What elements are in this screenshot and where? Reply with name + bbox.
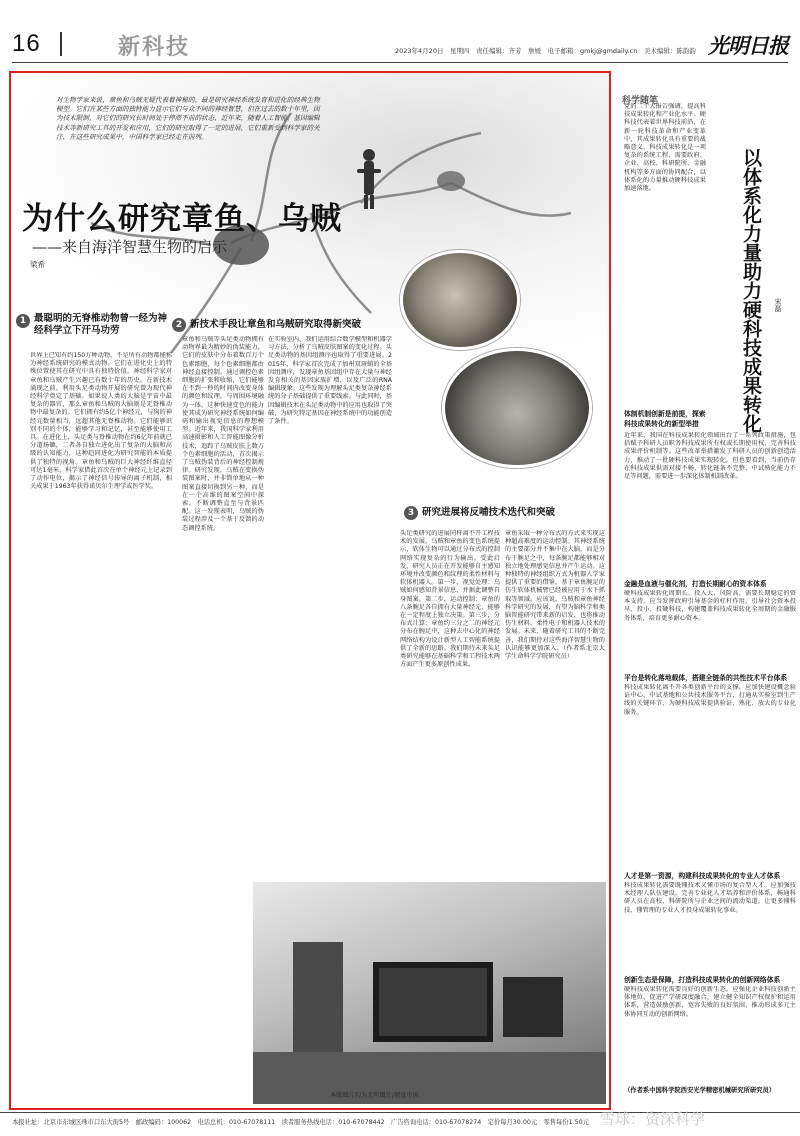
sidebar-subhead-4: 人才是第一资源，构建科技成果转化的专业人才体系 [624, 872, 781, 880]
sidebar-subhead-1: 体制机制创新是前提，探索科技成果转化的新型举措 [624, 410, 706, 428]
section-heading-1: 最聪明的无脊椎动物曾一经为神经科学立下汗马功劳 [34, 313, 168, 336]
image-caption: 本版图片均为光明图片/视觉中国 [330, 1092, 419, 1099]
lab-photo [253, 882, 606, 1104]
article-title: 为什么研究章鱼、乌贼 [22, 201, 342, 237]
column-5-text: 章鱼采取一种分布式的方式来实现这种超高难度的运动控制。其神经系统的主要部分并不集中在大脑，而是分布于腕足之中，每条腕足都能够相对独立地处理感觉信息并产生运动。这种独特的神经组织方式为机器人学家提供了重要的借鉴，基于章鱼腕足的仿生软体机械臂已经被应用于水下抓取等领域。应该说，乌贼和章鱼神经科学研究的发展，有望为脑科学和类脑智能研究带来新的启发，也将推动仿生材料、柔性电子和机器人技术的发展。未来，随着研究工具的不断完善，我们期待对这些海洋智慧生物的认识能够更加深入。（作者系北京大学生命科学学院研究员） [505, 530, 605, 661]
sidebar-text-5: 硬科技成果转化需要良好的创新生态。应强化企业科技创新主体地位，促进产学研深度融合，建立健全知识产权保护和运用体系，营造鼓励创新、宽容失败的良好氛围，推动形成多元主体协同互动的创新网络。 [624, 986, 796, 1018]
section-heading-3: 研究进展将反哺技术迭代和突破 [422, 507, 556, 518]
lab-equipment [253, 882, 606, 1104]
section-number-1: 1 [16, 314, 30, 328]
sidebar-author: 宋磊 [774, 298, 782, 312]
article-byline: 梁希 [30, 260, 45, 269]
header-info: 2023年4月20日 星期四 责任编辑：齐芳 詹媛 电子邮箱：gmkj@gmdaily.cn 美术编辑：陈韵韵 [395, 47, 696, 55]
column-1-text: 世界上已知有约150万种动物，不是所有动物都能称为神经系统研究的模式动物。它们在进化史上的特殊位置使其在研究中具有独特价值。神经科学家对章鱼和乌贼产生兴趣已有数十年的历史。在新技术涌现之前，利用头足类动物开展的研究曾为现代神经科学奠定了基础。如果说人类的大脑是宇宙中最复杂的器官，那么章鱼和乌贼的大脑则是无脊椎动物中最复杂的。它们拥有约5亿个神经元，与狗的神经元数量相当，远超其他无脊椎动物。它们能够识别不同的个体，能够学习和记忆，甚至能够使用工具。在进化上，头足类与脊椎动物在约6亿年前就已分道扬镳，二者各自独立进化出了复杂的大脑和高级的认知能力，这种趋同进化为研究智能的本质提供了独特的视角。章鱼和乌贼的巨大神经纤维直径可达1毫米，科学家借此首次在单个神经元上记录到了动作电位，揭示了神经信号传导的离子机制，相关成果于1963年获得诺贝尔生理学或医学奖。 [30, 352, 172, 491]
footer-info: 本报社址：北京市东城区珠市口东大街5号 邮政编码：100062 电话总机：010-67078111 读者服务热线电话：010-67078442 广告咨询电话：010-67078274 定价每月30.00元 零售每份1.50元 [12, 1119, 589, 1126]
sidebar-title: 以体系化力量助力硬科技成果转化 [740, 148, 762, 433]
divider [60, 32, 62, 56]
sidebar-text-4: 科技成果转化需要既懂技术又懂市场的复合型人才。应加强技术经理人队伍建设，完善专业化人才培养和评价体系，畅通科研人员在高校、科研院所与企业之间的流动渠道，让更多懂科技、懂管理的专业人才投身成果转化事业。 [624, 882, 796, 914]
sidebar-intro: 党的二十大报告强调，提高科技成果转化和产业化水平。硬科技代表着世界科技前沿，在新一轮科技革命和产业变革中，其成果转化具有重要的战略意义。科技成果转化是一项复杂的系统工程，需要政府、企业、高校、科研院所、金融机构等多方面的协同配合，以体系化的力量推动硬科技成果加速落地。 [624, 103, 706, 193]
octopus-photo [400, 250, 520, 350]
sidebar-column-head: 科学随笔 [622, 96, 659, 106]
sidebar-subhead-3: 平台是转化落地载体，搭建全链条的共性技术平台体系 [624, 674, 788, 682]
column-2-text: 章鱼和乌贼等头足类动物拥有动物界最为精妙的伪装能力，它们的皮肤中分布着数百万个色素细胞，每个色素细胞都由神经直接控制。通过调控色素细胞的扩张和收缩，它们能够在不到一秒的时间内改变身体的颜色和纹理，与周围环境融为一体。这种快速变色的能力使其成为研究神经系统如何编码和输出视觉信息的理想模型。近年来，我国科学家利用高速摄影和人工智能图像分析技术，追踪了乌贼皮肤上数万个色素细胞的活动，首次揭示了乌贼伪装背后的神经控制规律。研究发现，乌贼在变换伪装图案时，并非简单地从一种图案直接切换到另一种，而是在一个高维的图案空间中探索，不断调整直至与背景匹配。这一发现表明，乌贼的伪装过程涉及一个基于反馈的动态调控系统。 [182, 336, 264, 532]
sidebar-text-2: 硬科技成果转化周期长、投入大、风险高，需要长期稳定的资本支持。应当发挥政府引导基金的杠杆作用，引导社会资本投早、投小、投硬科技，构建覆盖科技成果转化全周期的金融服务体系，培育更多耐心资本。 [624, 590, 796, 622]
section-name: 新科技 [118, 34, 191, 60]
article-subtitle: ——来自海洋智慧生物的启示 [32, 238, 228, 256]
watermark: 雪球：资深科学 [600, 1110, 706, 1128]
sidebar-text-3: 科技成果转化离不开各类创新平台的支撑。应加快建设概念验证中心、中试基地和公共技术服务平台，打通从实验室到生产线的关键环节，为硬科技成果提供验证、熟化、放大的专业化服务。 [624, 684, 796, 716]
section-number-2: 2 [172, 318, 186, 332]
section-number-3: 3 [404, 506, 418, 520]
article-intro: 对生物学家来说，章鱼和乌贼无疑代表着神秘的、最是研究神经系统发育和进化的经典生物模型。它们在某些方面的独特能力显示它们与众不同的神经智慧，但在过去的数十年里，因为技术限制，对它们的研究长时间处于停滞不前的状态，近年来，随着人工智能、基因编辑技术等新研究工具的开发和应用，它们的研究取得了一定的进展，它们重新受到科学家的关注，在这些研究成果中，中国科学家已经走在前列。 [56, 96, 320, 141]
squid-photo [442, 348, 592, 468]
column-3-text: 在实验室内，我们运用综合数学模型和机器学习方法，分析了乌贼皮肤图案的变化过程。头足类动物的基因组测序也取得了重要进展。2015年，科学家首次完成了加州双斑蛸的全基因组测序，发现章鱼基因组中存在大量与神经发育相关的基因家族扩增，以及广泛的RNA编辑现象。这些发现为理解头足类复杂神经系统的分子基础提供了重要线索。与此同时，基因编辑技术在头足类动物中的应用也取得了突破，为研究特定基因在神经系统中的功能创造了条件。 [268, 336, 392, 426]
sidebar-text-1: 近年来，我国在科技成果转化领域出台了一系列政策措施，包括赋予科研人员职务科技成果所有权或长期使用权、完善科技成果评价机制等。这些改革举措激发了科研人员的创新创造活力，推动了一批硬科技成果实现转化。但也要看到，当前仍存在科技成果供需对接不畅、转化链条不完整、中试熟化能力不足等问题，需要进一步深化体制机制改革。 [624, 432, 796, 481]
masthead-logo: 光明日报 [708, 33, 788, 58]
sidebar-author-note: （作者系中国科学院西安光学精密机械研究所研究员） [624, 1087, 776, 1094]
sidebar-subhead-5: 创新生态是保障，打造科技成果转化的创新网络体系 [624, 976, 781, 984]
page-number: 16 [12, 30, 41, 57]
sidebar-subhead-2: 金融是血液与催化剂，打造长期耐心的资本体系 [624, 580, 767, 588]
page-header [0, 0, 800, 68]
column-4-text: 头足类研究的进展同样离不开工程技术的发展。乌贼和章鱼的变色系统提示，软体生物可以通过分布式的控制网络实现复杂的行为输出。受此启发，研究人员正在开发能够自主感知环境并改变颜色和纹理的柔性材料与软体机器人。第一步，视觉处理：乌贼如何感知背景信息，并据此调整自身图案。第二步，运动控制：章鱼的八条腕足各自拥有大量神经元，能够在一定程度上独立决策。第三步，分布式计算：章鱼约三分之二的神经元分布在腕足中，这种去中心化的神经网络结构为设计新型人工智能系统提供了全新的思路。我们期待未来头足类研究能够在基础科学和工程技术两方面产生更多原创性成果。 [400, 530, 500, 669]
header-rule [12, 62, 788, 63]
section-heading-2: 新技术手段让章鱼和乌贼研究取得新突破 [190, 319, 362, 330]
